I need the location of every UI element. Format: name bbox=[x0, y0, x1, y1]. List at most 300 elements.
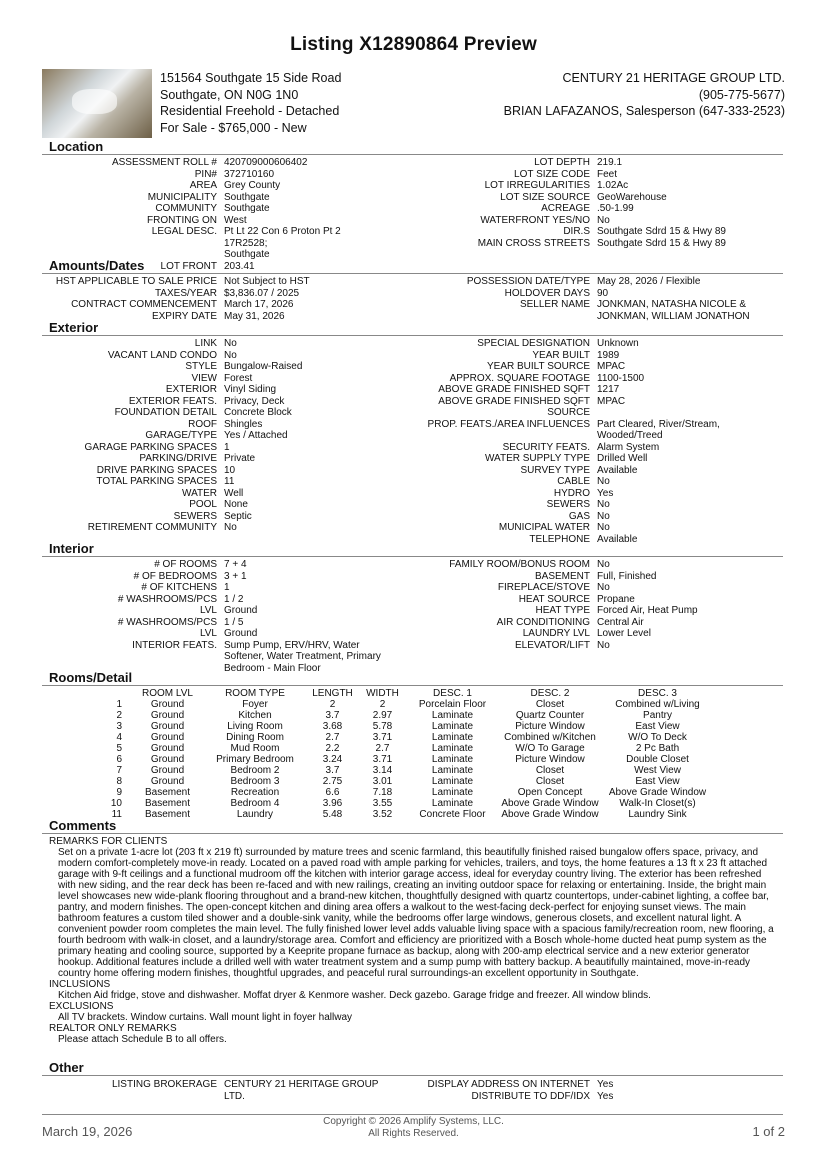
field-row bbox=[42, 238, 783, 250]
rooms-cell: Ground bbox=[150, 776, 185, 787]
field-row bbox=[42, 419, 783, 431]
rooms-cell: Laminate bbox=[431, 721, 474, 732]
rooms-cell: 3 bbox=[116, 721, 122, 732]
field-value: Vinyl Siding bbox=[224, 384, 277, 395]
rooms-cell: Kitchen bbox=[238, 710, 272, 721]
interior-right bbox=[42, 559, 783, 651]
rooms-cell: Ground bbox=[150, 699, 185, 710]
field-label: SPECIAL DESIGNATION bbox=[477, 338, 590, 349]
field-label bbox=[42, 651, 224, 663]
field-label: # OF ROOMS bbox=[154, 559, 217, 570]
field-label: EXTERIOR bbox=[165, 384, 217, 395]
exterior-right bbox=[42, 338, 783, 545]
rooms-cell: Concrete Floor bbox=[419, 809, 486, 820]
field-label: ABOVE GRADE FINISHED SQFT bbox=[438, 384, 590, 395]
field-label: SOURCE bbox=[547, 407, 590, 418]
rooms-header-cell: DESC. 2 bbox=[530, 688, 570, 699]
listing-price: For Sale - $765,000 - New bbox=[160, 120, 307, 135]
field-label: DIR.S bbox=[563, 226, 590, 237]
field-label: LOT SIZE SOURCE bbox=[500, 191, 590, 203]
field-label: LINK bbox=[194, 338, 217, 349]
field-label: PIN# bbox=[194, 168, 217, 180]
field-value: Ground bbox=[224, 628, 258, 639]
field-value: 1 bbox=[224, 441, 230, 453]
field-row bbox=[42, 651, 382, 663]
field-value: Bedroom - Main Floor bbox=[224, 662, 321, 674]
field-value: West bbox=[224, 214, 247, 226]
field-label: VACANT LAND CONDO bbox=[107, 349, 217, 361]
field-value: Grey County bbox=[224, 180, 281, 191]
rooms-cell: 10 bbox=[110, 798, 122, 809]
section-other: Other bbox=[42, 1061, 783, 1076]
field-value: Southgate bbox=[224, 203, 270, 214]
field-label: ABOVE GRADE FINISHED SQFT bbox=[438, 395, 590, 407]
rooms-cell: Ground bbox=[150, 765, 185, 776]
field-label: DISPLAY ADDRESS ON INTERNET bbox=[427, 1079, 590, 1090]
field-row bbox=[42, 430, 783, 442]
field-label: DRIVE PARKING SPACES bbox=[96, 464, 217, 476]
field-value: Private bbox=[224, 453, 256, 464]
field-value: No bbox=[597, 214, 610, 226]
footer-date: March 19, 2026 bbox=[42, 1124, 133, 1139]
inclusions-label: INCLUSIONS bbox=[49, 979, 111, 990]
rooms-cell: 9 bbox=[116, 787, 122, 798]
field-row bbox=[42, 571, 783, 583]
rooms-cell: Porcelain Floor bbox=[418, 699, 487, 710]
field-value: 1217 bbox=[597, 384, 620, 395]
field-row bbox=[42, 396, 783, 408]
brokerage-name: CENTURY 21 HERITAGE GROUP LTD. bbox=[562, 71, 785, 85]
field-row bbox=[42, 203, 783, 215]
exclusions-text: All TV brackets. Window curtains. Wall mount light in foyer hallway bbox=[58, 1012, 352, 1023]
rooms-cell: Above Grade Window bbox=[501, 798, 599, 809]
field-label: YEAR BUILT bbox=[532, 349, 590, 361]
field-value: Privacy, Deck bbox=[224, 395, 285, 407]
rooms-header-cell: ROOM LVL bbox=[142, 688, 193, 699]
field-label: ELEVATOR/LIFT bbox=[514, 639, 590, 651]
rooms-cell: 5 bbox=[116, 743, 122, 754]
rooms-cell: 3.52 bbox=[372, 809, 393, 820]
field-value: 11 bbox=[224, 476, 235, 487]
field-row bbox=[42, 1091, 783, 1103]
rooms-cell: 1 bbox=[116, 699, 122, 710]
rooms-header-cell: DESC. 3 bbox=[638, 688, 677, 699]
rooms-cell: 4 bbox=[116, 732, 122, 743]
field-label: TAXES/YEAR bbox=[154, 287, 217, 299]
table-row bbox=[100, 798, 715, 809]
rooms-cell: Above Grade Window bbox=[501, 809, 599, 820]
field-value: Full, Finished bbox=[597, 570, 657, 582]
rooms-cell: Primary Bedroom bbox=[216, 754, 294, 765]
field-value: Southgate Sdrd 15 & Hwy 89 bbox=[597, 226, 726, 237]
field-row bbox=[42, 465, 783, 477]
rooms-header-cell: WIDTH bbox=[366, 688, 399, 699]
field-label: SURVEY TYPE bbox=[520, 464, 590, 476]
rooms-cell: 5.78 bbox=[372, 721, 393, 732]
field-value: Yes / Attached bbox=[224, 430, 288, 441]
rooms-cell: 2 bbox=[329, 699, 336, 710]
section-exterior: Exterior bbox=[42, 321, 783, 336]
field-value: Softener, Water Treatment, Primary bbox=[224, 651, 381, 662]
field-value: Central Air bbox=[597, 616, 644, 628]
field-label: LEGAL DESC. bbox=[151, 226, 217, 237]
rooms-cell: 2.75 bbox=[322, 776, 343, 787]
field-label: LOT SIZE CODE bbox=[514, 168, 590, 180]
field-row bbox=[42, 226, 783, 238]
field-value: Yes bbox=[597, 1079, 614, 1090]
section-rooms: Rooms/Detail bbox=[42, 671, 783, 686]
field-label: FAMILY ROOM/BONUS ROOM bbox=[449, 559, 590, 570]
field-value: 3 + 1 bbox=[224, 570, 247, 582]
field-label: EXTERIOR FEATS. bbox=[128, 395, 217, 407]
exclusions-label: EXCLUSIONS bbox=[49, 1001, 114, 1012]
field-row bbox=[42, 559, 783, 571]
field-value: No bbox=[224, 522, 237, 533]
field-value: LTD. bbox=[224, 1090, 245, 1102]
rooms-cell: Walk-In Closet(s) bbox=[619, 798, 696, 809]
field-value: Available bbox=[597, 464, 638, 476]
field-value: Propane bbox=[597, 593, 635, 605]
field-label: TOTAL PARKING SPACES bbox=[96, 476, 217, 487]
agent-name: BRIAN LAFAZANOS, Salesperson (647-333-2523) bbox=[503, 104, 785, 118]
section-location: Location bbox=[42, 140, 783, 155]
field-label: GARAGE/TYPE bbox=[145, 430, 217, 441]
field-label: GAS bbox=[568, 510, 590, 522]
property-photo bbox=[42, 69, 152, 138]
field-value: 1 bbox=[224, 582, 230, 593]
rooms-cell: Recreation bbox=[230, 787, 280, 798]
field-value: No bbox=[597, 510, 610, 522]
field-value: MPAC bbox=[597, 361, 626, 372]
rooms-cell: Bedroom 4 bbox=[230, 798, 280, 809]
field-label: LAUNDRY LVL bbox=[522, 628, 590, 639]
field-value: 1 / 2 bbox=[224, 593, 244, 605]
rooms-cell: Combined w/Living bbox=[615, 699, 700, 710]
amounts-right bbox=[42, 276, 783, 322]
rooms-cell: Laminate bbox=[431, 710, 474, 721]
rooms-cell: Foyer bbox=[242, 699, 268, 710]
rooms-cell: East View bbox=[635, 776, 680, 787]
rooms-header-cell: LENGTH bbox=[312, 688, 353, 699]
rooms-cell: Laminate bbox=[431, 743, 474, 754]
section-interior: Interior bbox=[42, 542, 783, 557]
field-label: FRONTING ON bbox=[147, 214, 217, 226]
field-row bbox=[42, 169, 783, 181]
footer-page-number: 1 of 2 bbox=[752, 1124, 785, 1139]
rooms-cell: Laminate bbox=[431, 787, 474, 798]
field-value: 1.02Ac bbox=[597, 180, 629, 191]
rooms-cell: 2.7 bbox=[325, 732, 340, 743]
field-row bbox=[42, 180, 783, 192]
field-value: Not Subject to HST bbox=[224, 276, 310, 287]
field-row bbox=[42, 407, 783, 419]
rooms-cell: Laundry Sink bbox=[628, 809, 687, 820]
field-label: EXPIRY DATE bbox=[151, 310, 217, 322]
field-row bbox=[42, 511, 783, 523]
remarks-text: Set on a private 1-acre lot (203 ft x 219 ft) surrounded by mature trees and scenic farmland, this beautifully finished raised bungalow offers space, privacy, and modern comfort-completely move-in ready. Located on a paved road with ample parking for vehicles, trailers, and toys, the home features a 13 ft x 23 ft attached garage with 9-ft ceilings and a functional mudroom off the kitchen with interior garage access, ideal for everyday country living. The exterior has been refreshed with new siding, and the rear deck has been re-faced and with new railings, creating an inviting outdoor space for relaxing or entertaining. Inside, the bright main level showcases new wide-plank flooring throughout and a brand-new kitchen, thoughtfully designed with quartz countertops, under-cabinet lighting, a coffee bar, pantry, and modern finishes. The open-concept kitchen and dining area offers a walkout to the west-facing deck-perfect for enjoying sunset views. The main bathroom features a custom tiled shower and a double-sink vanity, while the bedrooms offer large windows, generous closets, and excellent natural light. A convenient powder room completes the main level. The fully finished lower level adds valuable living space with a spacious family/recreation room, new flooring, a fourth bedroom with walk-in closet, and a laundry/storage area. Comfort and efficiency are prioritized with a Bosch whole-home ducted heat pump system as the primary heating and cooling source, supported by a Keeprite propane furnace as backup, along with 200-amp electrical service and a new exterior generator hookup. Additional features include a drilled well with water treatment system and a sump pump with battery backup. A beautifully maintained, move-in-ready country home offering modern finishes, thoughtful upgrades, and peaceful rural surroundings-an excellent opportunity in Southgate. bbox=[58, 847, 774, 979]
field-label: HOLDOVER DAYS bbox=[504, 287, 590, 299]
inclusions-text: Kitchen Aid fridge, stove and dishwasher. Moffat dryer & Kenmore washer. Deck gazebo. Garage fridge and freezer. All window blinds. bbox=[58, 990, 651, 1001]
rooms-cell: 7.18 bbox=[372, 787, 393, 798]
field-label: FOUNDATION DETAIL bbox=[114, 407, 217, 418]
rooms-cell: Above Grade Window bbox=[608, 787, 707, 798]
field-row bbox=[42, 582, 783, 594]
field-row bbox=[42, 499, 783, 511]
rooms-header-row bbox=[100, 688, 715, 699]
rooms-table bbox=[100, 688, 715, 820]
field-label: WATER bbox=[182, 487, 217, 499]
field-row bbox=[42, 373, 783, 385]
field-value: Shingles bbox=[224, 418, 263, 430]
field-value: CENTURY 21 HERITAGE GROUP bbox=[224, 1079, 379, 1090]
field-label: ASSESSMENT ROLL # bbox=[111, 157, 217, 168]
field-label: GARAGE PARKING SPACES bbox=[84, 441, 217, 453]
copyright-line-2: All Rights Reserved. bbox=[368, 1128, 459, 1139]
field-value: Forced Air, Heat Pump bbox=[597, 605, 698, 616]
field-value: MPAC bbox=[597, 395, 626, 407]
rooms-cell: 3.24 bbox=[322, 754, 343, 765]
field-label: MUNICIPALITY bbox=[147, 191, 217, 203]
field-value: Yes bbox=[597, 487, 614, 499]
other-right bbox=[42, 1079, 783, 1102]
field-value: JONKMAN, NATASHA NICOLE & bbox=[597, 299, 747, 310]
field-row bbox=[42, 453, 783, 465]
table-row bbox=[100, 721, 715, 732]
rooms-cell: Bedroom 3 bbox=[230, 776, 280, 787]
rooms-cell: 2 bbox=[116, 710, 122, 721]
field-label: TELEPHONE bbox=[529, 533, 590, 545]
field-label: BASEMENT bbox=[534, 570, 590, 582]
rooms-cell: Laminate bbox=[431, 765, 474, 776]
field-value: None bbox=[224, 499, 248, 510]
brokerage-phone: (905-775-5677) bbox=[698, 87, 785, 102]
comments-block bbox=[49, 836, 779, 1045]
field-label: RETIREMENT COMMUNITY bbox=[87, 522, 217, 533]
field-label: SECURITY FEATS. bbox=[502, 441, 590, 453]
page-title: Listing X12890864 Preview bbox=[290, 34, 537, 55]
field-value: 1989 bbox=[597, 349, 620, 361]
rooms-cell: Laminate bbox=[431, 776, 474, 787]
field-value: 219.1 bbox=[597, 157, 623, 168]
rooms-cell: Pantry bbox=[643, 710, 672, 721]
field-value: 420709000606402 bbox=[224, 157, 308, 168]
field-label: LOT FRONT bbox=[160, 260, 217, 272]
field-value: 10 bbox=[224, 464, 236, 476]
field-value: 90 bbox=[597, 287, 609, 299]
field-label: HYDRO bbox=[553, 487, 590, 499]
field-label: WATERFRONT YES/NO bbox=[480, 214, 590, 226]
rooms-cell: East View bbox=[635, 721, 680, 732]
rooms-cell: Closet bbox=[535, 776, 565, 787]
field-label: FIREPLACE/STOVE bbox=[497, 582, 590, 593]
rooms-cell: 3.96 bbox=[322, 798, 343, 809]
field-label: # OF KITCHENS bbox=[141, 582, 217, 593]
rooms-cell: Ground bbox=[150, 721, 185, 732]
rooms-cell: 2.97 bbox=[372, 710, 393, 721]
field-label: # WASHROOMS/PCS bbox=[117, 593, 217, 605]
field-label: POSSESSION DATE/TYPE bbox=[466, 276, 590, 287]
field-row bbox=[42, 442, 783, 454]
field-value: Lower Level bbox=[597, 628, 651, 639]
rooms-cell: 2 bbox=[379, 699, 386, 710]
listing-header-right bbox=[504, 70, 785, 120]
field-label: MAIN CROSS STREETS bbox=[477, 237, 590, 249]
field-row bbox=[42, 476, 783, 488]
field-row bbox=[42, 384, 783, 396]
rooms-cell: Basement bbox=[144, 798, 191, 809]
rooms-cell: 3.7 bbox=[325, 765, 340, 776]
field-label: HEAT SOURCE bbox=[518, 593, 590, 605]
field-value: No bbox=[224, 349, 237, 361]
table-row bbox=[100, 765, 715, 776]
rooms-cell: Open Concept bbox=[517, 787, 583, 798]
field-label: LVL bbox=[199, 605, 217, 616]
field-value: Well bbox=[224, 487, 244, 499]
rooms-cell: 3.71 bbox=[372, 732, 393, 743]
location-right bbox=[42, 157, 783, 249]
rooms-cell: 7 bbox=[116, 765, 122, 776]
rooms-cell: 2 Pc Bath bbox=[635, 743, 680, 754]
rooms-header-cell: ROOM TYPE bbox=[225, 688, 285, 699]
remarks-label: REMARKS FOR CLIENTS bbox=[49, 836, 168, 847]
field-value: No bbox=[224, 338, 237, 349]
field-row bbox=[42, 361, 783, 373]
field-label: ACREAGE bbox=[541, 203, 590, 214]
copyright-line-1: Copyright © 2026 Amplify Systems, LLC. bbox=[323, 1116, 504, 1127]
field-label: SEWERS bbox=[546, 499, 590, 510]
field-value: Ground bbox=[224, 605, 258, 616]
rooms-header-cell bbox=[100, 688, 130, 699]
rooms-cell: W/O To Deck bbox=[628, 732, 687, 743]
field-value: GeoWarehouse bbox=[597, 191, 667, 203]
field-label: SELLER NAME bbox=[519, 299, 590, 310]
section-comments: Comments bbox=[42, 819, 783, 834]
rooms-cell: 6 bbox=[116, 754, 122, 765]
table-row bbox=[100, 754, 715, 765]
field-label: # WASHROOMS/PCS bbox=[117, 616, 217, 628]
address-line-2: Southgate, ON N0G 1N0 bbox=[160, 87, 299, 102]
field-row bbox=[42, 299, 783, 311]
address-line-1: 151564 Southgate 15 Side Road bbox=[160, 71, 342, 85]
field-label: PARKING/DRIVE bbox=[139, 453, 217, 464]
field-row bbox=[42, 276, 783, 288]
field-label: LVL bbox=[199, 628, 217, 639]
field-label: ROOF bbox=[188, 418, 217, 430]
field-value: Drilled Well bbox=[597, 453, 648, 464]
field-row bbox=[42, 628, 783, 640]
field-row bbox=[42, 215, 783, 227]
field-value: $3,836.07 / 2025 bbox=[224, 287, 300, 299]
field-label: DISTRIBUTE TO DDF/IDX bbox=[471, 1090, 590, 1102]
field-value: 1 / 5 bbox=[224, 616, 244, 628]
field-label: POOL bbox=[189, 499, 217, 510]
realtor-remarks-text: Please attach Schedule B to all offers. bbox=[58, 1034, 227, 1045]
field-value: Pt Lt 22 Con 6 Proton Pt 2 17R2528; bbox=[224, 226, 341, 249]
rooms-cell: 6.6 bbox=[325, 787, 340, 798]
rooms-header-cell: DESC. 1 bbox=[433, 688, 472, 699]
field-row bbox=[42, 338, 783, 350]
field-label: SEWERS bbox=[173, 510, 217, 522]
field-value: Unknown bbox=[597, 338, 639, 349]
field-value: 1100-1500 bbox=[597, 372, 645, 384]
rooms-cell: Basement bbox=[144, 809, 191, 820]
rooms-cell: Quartz Counter bbox=[515, 710, 585, 721]
rooms-cell: 3.7 bbox=[325, 710, 340, 721]
field-label: AREA bbox=[189, 180, 217, 191]
field-row bbox=[42, 1079, 783, 1091]
field-value: Sump Pump, ERV/HRV, Water bbox=[224, 639, 360, 651]
rooms-cell: 3.55 bbox=[372, 798, 393, 809]
rooms-cell: Bedroom 2 bbox=[230, 765, 280, 776]
rooms-cell: Ground bbox=[150, 754, 185, 765]
field-value: March 17, 2026 bbox=[224, 299, 294, 310]
field-value: Wooded/Treed bbox=[597, 430, 663, 441]
table-row bbox=[100, 732, 715, 743]
field-label: HEAT TYPE bbox=[535, 605, 590, 616]
rooms-cell: 3.01 bbox=[372, 776, 393, 787]
field-value: Yes bbox=[597, 1090, 614, 1102]
table-row bbox=[100, 699, 715, 710]
field-value: No bbox=[597, 639, 610, 651]
rooms-cell: Ground bbox=[150, 743, 185, 754]
field-row bbox=[42, 594, 783, 606]
field-value: Southgate bbox=[224, 191, 270, 203]
rooms-cell: 2.2 bbox=[325, 743, 340, 754]
field-label: AIR CONDITIONING bbox=[496, 616, 590, 628]
field-row bbox=[42, 350, 783, 362]
field-label: # OF BEDROOMS bbox=[133, 570, 217, 582]
field-value: 7 + 4 bbox=[224, 559, 247, 570]
field-value: Part Cleared, River/Stream, bbox=[597, 418, 720, 430]
rooms-cell: Laminate bbox=[431, 732, 474, 743]
field-row bbox=[42, 157, 783, 169]
rooms-cell: 3.71 bbox=[372, 754, 393, 765]
rooms-cell: Picture Window bbox=[515, 721, 585, 732]
property-type: Residential Freehold - Detached bbox=[160, 104, 340, 118]
table-row bbox=[100, 710, 715, 721]
field-label: INTERIOR FEATS. bbox=[132, 639, 217, 651]
rooms-cell: Laundry bbox=[236, 809, 274, 820]
rooms-cell: Laminate bbox=[431, 798, 474, 809]
rooms-cell: 8 bbox=[116, 776, 122, 787]
field-value: Feet bbox=[597, 168, 618, 180]
rooms-cell: Double Closet bbox=[626, 754, 689, 765]
field-value: No bbox=[597, 559, 610, 570]
field-row bbox=[42, 617, 783, 629]
rooms-cell: Basement bbox=[144, 787, 191, 798]
field-label bbox=[42, 430, 597, 442]
field-label: STYLE bbox=[185, 361, 217, 372]
field-value: .50-1.99 bbox=[597, 203, 634, 214]
field-value: No bbox=[597, 582, 610, 593]
rooms-cell: Laminate bbox=[431, 754, 474, 765]
rooms-cell: W/O To Garage bbox=[515, 743, 585, 754]
field-value bbox=[597, 407, 783, 419]
field-row bbox=[42, 488, 783, 500]
rooms-cell: 3.14 bbox=[372, 765, 393, 776]
table-row bbox=[100, 776, 715, 787]
field-label: CONTRACT COMMENCEMENT bbox=[71, 299, 217, 310]
field-row bbox=[42, 288, 783, 300]
footer-divider bbox=[42, 1114, 783, 1115]
field-value: No bbox=[597, 476, 610, 487]
field-row bbox=[42, 605, 783, 617]
listing-header-left bbox=[160, 70, 341, 136]
rooms-cell: Closet bbox=[535, 765, 565, 776]
rooms-cell: Ground bbox=[150, 732, 185, 743]
rooms-cell: 2.7 bbox=[375, 743, 390, 754]
rooms-cell: Combined w/Kitchen bbox=[504, 732, 596, 743]
